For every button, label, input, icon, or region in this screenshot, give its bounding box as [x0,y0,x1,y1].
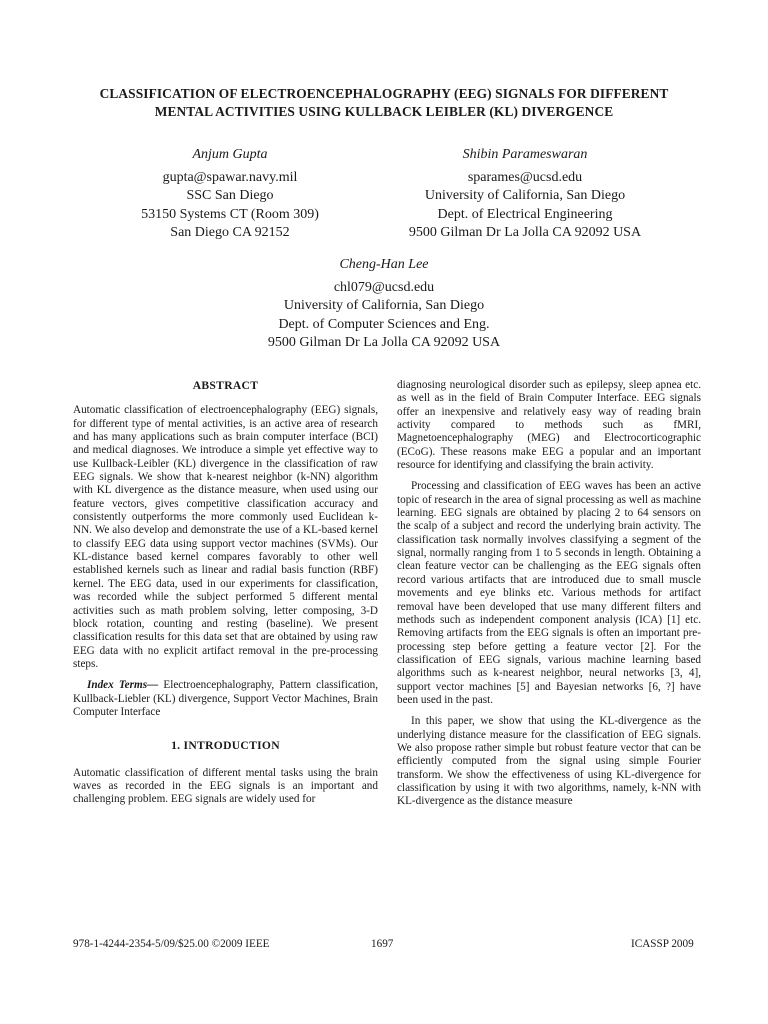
footer-copyright: 978-1-4244-2354-5/09/$25.00 ©2009 IEEE [73,938,270,950]
right-column [397,379,701,817]
author-block-2 [355,146,695,243]
author-email: gupta@spawar.navy.mil [162,169,298,185]
author-email: chl079@ucsd.edu [333,279,435,295]
author-name: Anjum Gupta [192,147,268,162]
left-column [73,379,378,815]
author-department: Dept. of Electrical Engineering [437,206,613,222]
author-department: Dept. of Computer Sciences and Eng. [278,316,490,332]
author-address-line: 9500 Gilman Dr La Jolla CA 92092 USA [267,335,501,350]
author-block-3 [214,256,554,353]
intro-paragraph-3: In this paper, we show that using the KL-divergence as the underlying distance measure for the classification of EEG signals. We also propose rather simple but robust feature vector that can be efficiently computed from the signal using simple Fourier transform. We show the effectiveness of using KL-divergence for classification by using it with two algorithms, namely, k-NN with KL-divergence as the distance measure [397,715,701,808]
author-address-line: 9500 Gilman Dr La Jolla CA 92092 USA [408,225,642,240]
intro-paragraph-1-start: Automatic classification of different mental tasks using the brain waves as recorded in the EEG signals is an important and challenging problem. EEG signals are widely used for [73,766,378,806]
author-affiliation: University of California, San Diego [424,188,626,203]
footer-conference: ICASSP 2009 [631,938,694,950]
author-block-1 [60,146,400,243]
index-terms-text: Electroencephalography, Pattern classification, Kullback-Liebler (KL) divergence, Support Vector Machines, Brain Computer Interface [73,679,378,718]
author-name: Cheng-Han Lee [339,257,429,272]
index-terms [73,679,378,719]
author-address-line: 53150 Systems CT (Room 309) [141,206,319,222]
intro-paragraph-2: Processing and classification of EEG waves has been an active topic of research in the area of signal processing as well as machine learning. EEG signals are obtained by placing 2 to 64 sensors on the scalp of a subject and record the underlying brain activity. The classification task normally involves classifying a segment of the signal, normally ranging from 1 to 5 seconds in length. Obtaining a clean feature vector can be challenging as the EEG signals often record various artifacts that are introduced due to small muscle movements and eye blinks etc. Various methods for artifact removal have been developed that use many different filters and methods such as independent component analysis (ICA) [1] etc. Removing artifacts from the EEG signals is often an important pre-processing step before getting a feature vector [2]. For the classification of EEG signals, various machine learning based algorithms such as k-nearest neighbor, neural networks [3, 4], support vector machines [5] and Bayesian networks [6, ?] have been used in the past. [397,480,701,706]
author-affiliation: SSC San Diego [186,188,274,203]
author-affiliation: University of California, San Diego [283,298,485,313]
paper-title [60,85,708,121]
abstract-text: Automatic classification of electroencephalography (EEG) signals, for different type of mental activities, is an active area of research and has many applications such as brain computer interface (BCI) and medical diagnoses. We introduce a simple yet effective way to use Kullback-Leibler (KL) divergence in the classification of raw EEG signals. We show that k-nearest neighbor (k-NN) algorithm with KL divergence as the distance measure, when used using our feature vectors, gives competitive classification accuracy and consistently outperforms the more commonly used Euclidean k-NN. We also develop and demonstrate the use of a KL-based kernel to classify EEG data using support vector machines (SVMs). Our KL-distance based kernel compares favorably to other well established kernels such as linear and radial basis function (RBF) kernel. The EEG data, used in our experiments for classification, was recorded while the subject performed 5 different mental activities such as math problem solving, letter composing, 3-D block rotation, counting and resting (baseline). We present classification results for this data set that are obtained by using raw EEG data with no explicit artifact removal in the pre-processing steps. [73,404,378,670]
abstract-heading: ABSTRACT [192,379,259,392]
introduction-heading: 1. INTRODUCTION [171,739,280,753]
title-line-2: MENTAL ACTIVITIES USING KULLBACK LEIBLER (KL) DIVERGENCE [154,104,614,119]
title-line-1: CLASSIFICATION OF ELECTROENCEPHALOGRAPHY (EEG) SIGNALS FOR DIFFERENT [99,86,669,101]
intro-paragraph-1-end: diagnosing neurological disorder such as epilepsy, sleep apnea etc. as well as in the field of Brain Computer Interface. EEG signals offer an inexpensive and relatively easy way of reading brain activity compared to methods such as fMRI, Magnetoencephalography (MEG) and Electrocorticographic (ECoG). These reasons make EEG a popular and an important resource for identifying and classifying the brain activity. [397,379,701,472]
author-address-line: San Diego CA 92152 [170,225,290,240]
index-terms-label: Index Terms— [87,679,159,692]
author-email: sparames@ucsd.edu [467,169,583,185]
footer-page-number: 1697 [371,938,394,950]
author-name: Shibin Parameswaran [462,147,588,162]
